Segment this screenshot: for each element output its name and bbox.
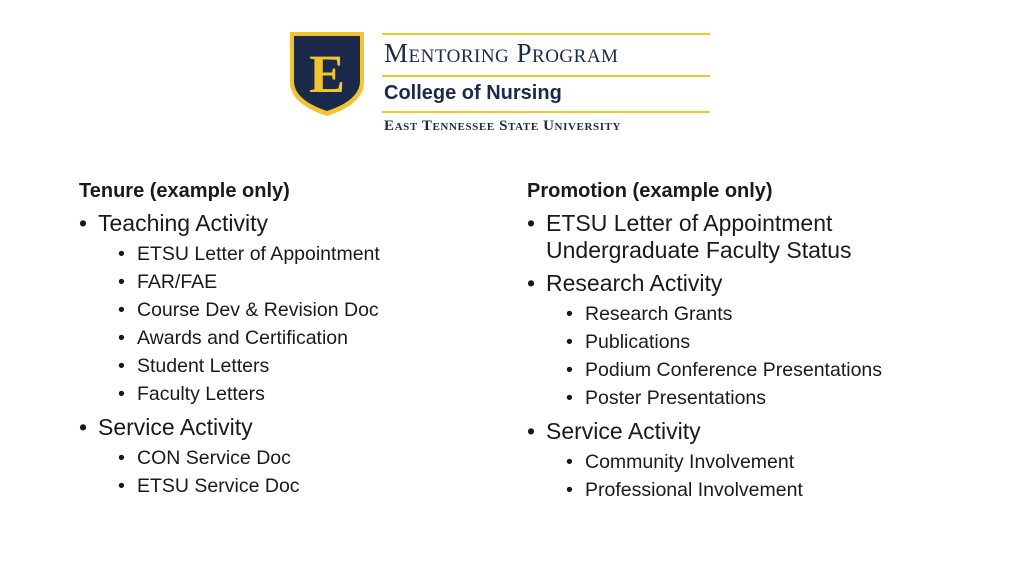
list-item: • Research Grants xyxy=(566,300,957,328)
list-item: • ETSU Service Doc xyxy=(118,472,479,500)
etsu-shield-logo xyxy=(288,30,366,118)
tenure-teaching-activity xyxy=(79,210,479,408)
mentoring-program-logo xyxy=(286,28,710,138)
section-label-line2: Undergraduate Faculty Status xyxy=(546,237,852,263)
promotion-column xyxy=(527,178,957,510)
promotion-list xyxy=(527,210,957,504)
list-item: • ETSU Letter of Appointment xyxy=(118,240,479,268)
list-item: • Student Letters xyxy=(118,352,479,380)
emblem-letter: E xyxy=(308,44,346,104)
tenure-heading: Tenure (example only) xyxy=(79,180,290,202)
section-label-line1: • ETSU Letter of Appointment xyxy=(546,210,833,236)
list-item: • Community Involvement xyxy=(566,448,957,476)
tenure-column xyxy=(79,178,479,506)
promotion-heading: Promotion (example only) xyxy=(527,180,773,202)
service-activity-items xyxy=(98,444,479,500)
section-label: Service Activity xyxy=(98,414,253,440)
teaching-activity-items xyxy=(98,240,479,408)
list-item: • Poster Presentations xyxy=(566,384,957,412)
tenure-list xyxy=(79,210,479,500)
list-item: • Awards and Certification xyxy=(118,324,479,352)
logo-rule-middle xyxy=(382,75,710,77)
list-item: • Faculty Letters xyxy=(118,380,479,408)
list-item: • Podium Conference Presentations xyxy=(566,356,957,384)
logo-rule-bottom xyxy=(382,111,710,113)
research-activity-items xyxy=(546,300,957,412)
list-item: • FAR/FAE xyxy=(118,268,479,296)
list-item: • Course Dev & Revision Doc xyxy=(118,296,479,324)
logo-wordmark xyxy=(382,28,710,138)
section-label: Research Activity xyxy=(546,270,723,296)
promotion-service-activity xyxy=(527,418,957,504)
logo-rule-top xyxy=(382,33,710,35)
list-item: • Professional Involvement xyxy=(566,476,957,504)
section-label: Service Activity xyxy=(546,418,701,444)
tenure-service-activity xyxy=(79,414,479,500)
program-title: Mentoring Program xyxy=(384,38,619,68)
promotion-research-activity xyxy=(527,270,957,412)
service-activity-items xyxy=(546,448,957,504)
section-label: Teaching Activity xyxy=(98,210,269,236)
university-name: East Tennessee State University xyxy=(384,118,622,134)
college-name: College of Nursing xyxy=(384,82,562,104)
promotion-appointment xyxy=(527,210,957,264)
list-item: • CON Service Doc xyxy=(118,444,479,472)
list-item: • Publications xyxy=(566,328,957,356)
